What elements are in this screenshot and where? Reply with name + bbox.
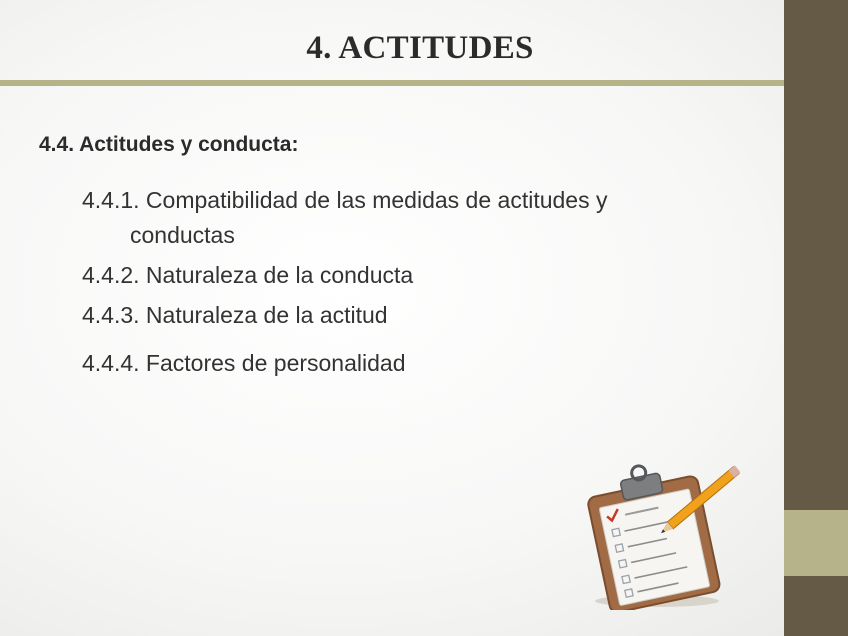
clipboard-checklist-with-pencil-icon	[575, 455, 740, 610]
slide-title: 4. ACTITUDES	[306, 30, 534, 66]
list-item-line: 4.4.2. Naturaleza de la conducta	[82, 262, 414, 288]
list-item-continuation: conductas	[130, 222, 235, 248]
list-item	[82, 183, 722, 253]
list-item	[82, 258, 722, 293]
title-divider	[0, 80, 784, 86]
list-item-line: 4.4.4. Factores de personalidad	[82, 350, 406, 376]
right-sidebar-accent	[784, 510, 848, 576]
list-item	[82, 346, 722, 381]
list-item-line: 4.4.3. Naturaleza de la actitud	[82, 302, 388, 328]
list-item-line: 4.4.1. Compatibilidad de las medidas de actitudes y	[82, 187, 608, 213]
list-item	[82, 298, 722, 333]
section-heading: 4.4. Actitudes y conducta:	[39, 133, 299, 156]
